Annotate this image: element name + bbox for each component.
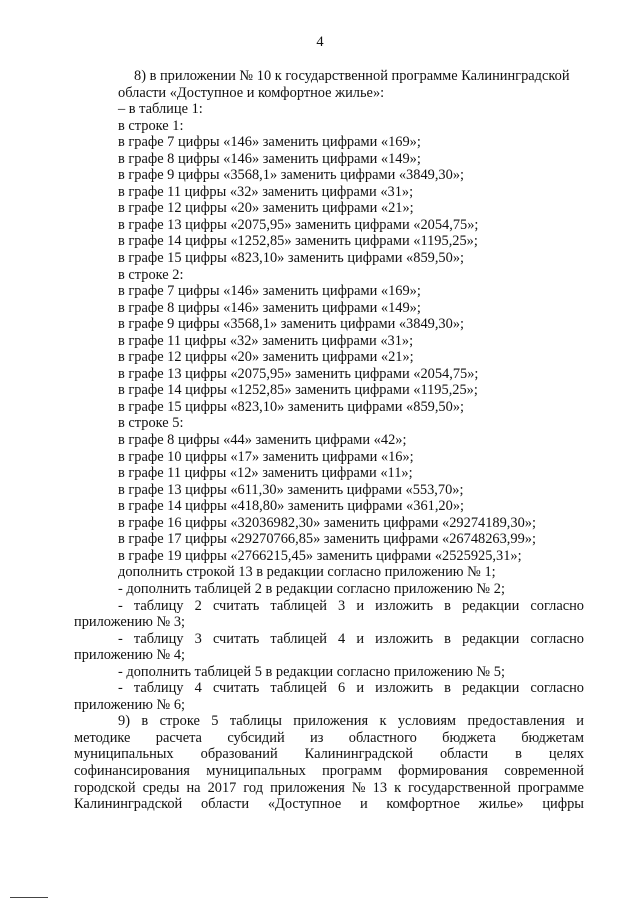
document-line: 9) в строке 5 таблицы приложения к условиям предоставления и — [118, 713, 584, 730]
document-body — [74, 68, 584, 813]
document-line: в графе 11 цифры «32» заменить цифрами «31»; — [118, 332, 414, 349]
document-line: в графе 14 цифры «1252,85» заменить цифрами «1195,25»; — [118, 382, 478, 399]
document-line: приложению № 4; — [74, 647, 186, 664]
document-line: Калининградской области «Доступное и комфортное жилье» цифры — [74, 796, 584, 813]
document-line: области «Доступное и комфортное жилье»: — [118, 84, 385, 101]
document-line: в графе 9 цифры «3568,1» заменить цифрами «3849,30»; — [118, 316, 465, 333]
document-line: - таблицу 2 считать таблицей 3 и изложить в редакции согласно — [118, 597, 584, 614]
document-line: дополнить строкой 13 в редакции согласно приложению № 1; — [118, 564, 496, 581]
document-line: в графе 8 цифры «44» заменить цифрами «42»; — [118, 432, 407, 449]
document-line: в графе 10 цифры «17» заменить цифрами «16»; — [118, 448, 414, 465]
document-line: софинансирования муниципальных программ формирования современной — [74, 762, 584, 779]
document-line: - таблицу 3 считать таблицей 4 и изложить в редакции согласно — [118, 630, 584, 647]
document-line: в графе 12 цифры «20» заменить цифрами «21»; — [118, 349, 414, 366]
page-number: 4 — [316, 34, 324, 50]
document-line: приложению № 3; — [74, 614, 186, 631]
document-line: в графе 7 цифры «146» заменить цифрами «169»; — [118, 283, 421, 300]
document-line: в графе 15 цифры «823,10» заменить цифрами «859,50»; — [118, 250, 465, 267]
document-line: в графе 11 цифры «12» заменить цифрами «11»; — [118, 465, 413, 482]
document-line: в графе 13 цифры «611,30» заменить цифрами «553,70»; — [118, 481, 464, 498]
document-line: в строке 5: — [118, 415, 184, 432]
document-line: в строке 2: — [118, 266, 184, 283]
document-line: в графе 14 цифры «418,80» заменить цифрами «361,20»; — [118, 498, 465, 515]
document-line: в графе 19 цифры «2766215,45» заменить цифрами «2525925,31»; — [118, 547, 522, 564]
document-line: муниципальных образований Калининградской области в целях — [74, 746, 584, 763]
document-line: – в таблице 1: — [118, 101, 203, 118]
document-line: приложению № 6; — [74, 696, 186, 713]
document-line: в графе 11 цифры «32» заменить цифрами «31»; — [118, 183, 414, 200]
document-line: в графе 8 цифры «146» заменить цифрами «149»; — [118, 299, 421, 316]
document-line: в графе 14 цифры «1252,85» заменить цифрами «1195,25»; — [118, 233, 478, 250]
document-line: - таблицу 4 считать таблицей 6 и изложить в редакции согласно — [118, 680, 584, 697]
document-line: городской среды на 2017 год приложения № 13 к государственной программе — [74, 779, 584, 796]
footer-rule — [10, 897, 48, 898]
document-line: - дополнить таблицей 5 в редакции согласно приложению № 5; — [118, 663, 505, 680]
document-line: в графе 16 цифры «32036982,30» заменить цифрами «29274189,30»; — [118, 514, 536, 531]
document-line: в графе 17 цифры «29270766,85» заменить цифрами «26748263,99»; — [118, 531, 536, 548]
document-line: 8) в приложении № 10 к государственной программе Калининградской — [134, 68, 570, 84]
document-line: в графе 7 цифры «146» заменить цифрами «169»; — [118, 134, 421, 151]
document-line: в графе 15 цифры «823,10» заменить цифрами «859,50»; — [118, 398, 465, 415]
document-line: в графе 13 цифры «2075,95» заменить цифрами «2054,75»; — [118, 365, 479, 382]
document-line: в строке 1: — [118, 117, 184, 134]
document-line: в графе 9 цифры «3568,1» заменить цифрами «3849,30»; — [118, 167, 465, 184]
document-line: в графе 12 цифры «20» заменить цифрами «21»; — [118, 200, 414, 217]
document-line: методике расчета субсидий из областного бюджета бюджетам — [74, 729, 584, 746]
document-line: в графе 8 цифры «146» заменить цифрами «149»; — [118, 150, 421, 167]
document-line: - дополнить таблицей 2 в редакции согласно приложению № 2; — [118, 580, 505, 597]
document-line: в графе 13 цифры «2075,95» заменить цифрами «2054,75»; — [118, 216, 479, 233]
